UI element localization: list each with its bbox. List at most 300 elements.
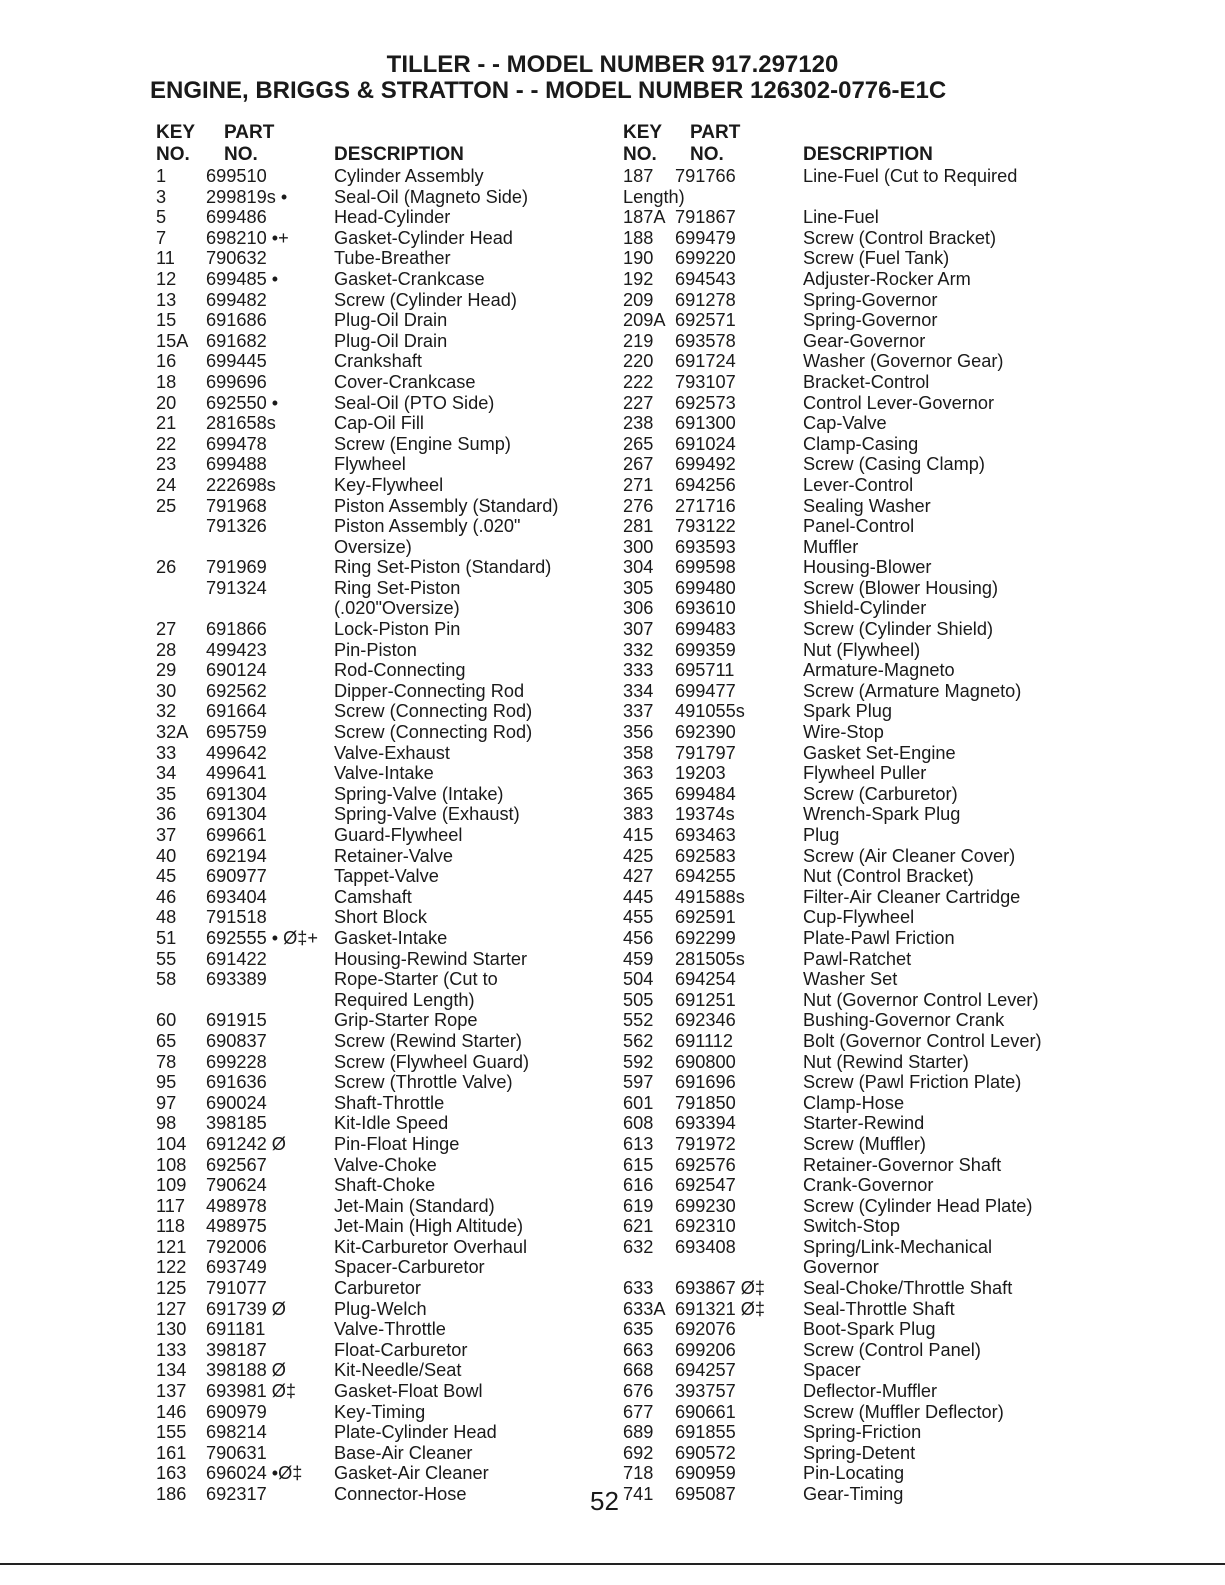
parts-row <box>152 413 592 434</box>
parts-row <box>620 454 1080 475</box>
part-description: Retainer-Valve <box>334 845 453 866</box>
parts-row <box>620 1155 1080 1176</box>
key-number: 267 <box>623 454 654 475</box>
parts-row <box>620 825 1080 846</box>
key-number: 55 <box>156 948 177 969</box>
key-number: 104 <box>156 1133 187 1154</box>
parts-row <box>152 763 592 784</box>
part-number: 694256 <box>675 474 736 495</box>
parts-row <box>620 784 1080 805</box>
key-number: 24 <box>156 474 177 495</box>
part-number: 791972 <box>675 1133 736 1154</box>
part-description: Valve-Intake <box>334 763 434 784</box>
key-number: 98 <box>156 1113 177 1134</box>
key-number: 13 <box>156 289 177 310</box>
key-number: 300 <box>623 536 654 557</box>
parts-row <box>620 1443 1080 1464</box>
key-number: 597 <box>623 1072 654 1093</box>
part-description: Control Lever-Governor <box>803 392 995 413</box>
part-header-line2: NO. <box>224 144 258 165</box>
key-number: 265 <box>623 433 654 454</box>
part-number: 699488 <box>206 454 267 475</box>
part-number: 699485 • <box>206 268 279 289</box>
part-number: 691251 <box>675 989 736 1010</box>
part-description: Gasket-Air Cleaner <box>334 1463 489 1484</box>
key-number: 134 <box>156 1360 187 1381</box>
part-number: 692583 <box>675 845 736 866</box>
part-description: Valve-Exhaust <box>334 742 450 763</box>
part-description: Governor <box>803 1257 879 1278</box>
part-description: Gasket-Cylinder Head <box>334 227 513 248</box>
part-description: Plate-Pawl Friction <box>803 927 955 948</box>
parts-row <box>152 1443 592 1464</box>
part-description: Float-Carburetor <box>334 1339 468 1360</box>
parts-row <box>620 537 1080 558</box>
key-number: 689 <box>623 1422 654 1443</box>
parts-row <box>620 351 1080 372</box>
key-header-line1: KEY <box>623 122 663 143</box>
key-number: 307 <box>623 619 654 640</box>
key-number: 220 <box>623 351 654 372</box>
parts-row <box>152 701 592 722</box>
part-description: Plug-Welch <box>334 1298 427 1319</box>
parts-row <box>620 1134 1080 1155</box>
parts-row <box>620 1422 1080 1443</box>
key-number: 209 <box>623 289 654 310</box>
part-description: Nut (Governor Control Lever) <box>803 989 1039 1010</box>
part-description: Adjuster-Rocker Arm <box>803 268 971 289</box>
parts-row <box>620 1237 1080 1258</box>
key-number: 668 <box>623 1360 654 1381</box>
part-description: (.020"Oversize) <box>334 598 460 619</box>
part-description: Flywheel <box>334 454 406 475</box>
key-number: 65 <box>156 1030 177 1051</box>
part-description: Spacer <box>803 1360 861 1381</box>
part-description: Retainer-Governor Shaft <box>803 1154 1002 1175</box>
part-number: 498978 <box>206 1195 267 1216</box>
part-description: Screw (Cylinder Head) <box>334 289 517 310</box>
key-number: 363 <box>623 763 654 784</box>
key-header-line2: NO. <box>156 144 190 165</box>
key-number: 5 <box>156 207 167 228</box>
part-description: Lock-Piston Pin <box>334 619 461 640</box>
parts-row <box>620 722 1080 743</box>
parts-row <box>620 207 1080 228</box>
parts-row <box>620 1381 1080 1402</box>
part-number: 698210 •+ <box>206 227 289 248</box>
part-description: Nut (Flywheel) <box>803 639 921 660</box>
parts-row <box>620 1072 1080 1093</box>
part-number: 690837 <box>206 1030 267 1051</box>
key-number: 35 <box>156 783 177 804</box>
part-number: 699486 <box>206 207 267 228</box>
key-number: 26 <box>156 557 177 578</box>
key-number: 621 <box>623 1216 654 1237</box>
parts-row <box>620 1113 1080 1134</box>
parts-row <box>152 537 592 558</box>
part-number: 698214 <box>206 1422 267 1443</box>
part-description: Housing-Rewind Starter <box>334 948 528 969</box>
key-number: 632 <box>623 1236 654 1257</box>
parts-row <box>620 763 1080 784</box>
part-description: Wrench-Spark Plug <box>803 804 961 825</box>
part-description: Pin-Locating <box>803 1463 905 1484</box>
part-number: 699230 <box>675 1195 736 1216</box>
key-number: 37 <box>156 825 177 845</box>
page-number: 52 <box>590 1486 619 1516</box>
part-number: 691636 <box>206 1072 267 1093</box>
part-number: 693593 <box>675 536 736 557</box>
key-number: 36 <box>156 804 177 825</box>
part-number: 793122 <box>675 516 736 537</box>
parts-row <box>620 1093 1080 1114</box>
part-description: Screw (Fuel Tank) <box>803 248 950 269</box>
parts-row <box>152 1216 592 1237</box>
key-number: 305 <box>623 577 654 598</box>
key-number: 28 <box>156 639 177 660</box>
part-description: Screw (Muffler) <box>803 1133 926 1154</box>
parts-row <box>620 248 1080 269</box>
part-number: 691915 <box>206 1010 267 1031</box>
key-number: 718 <box>623 1463 654 1484</box>
key-number: 108 <box>156 1154 187 1175</box>
parts-row <box>152 187 592 208</box>
part-description: Clamp-Casing <box>803 433 919 454</box>
part-number: 281505s <box>675 948 745 969</box>
part-number: 691278 <box>675 289 736 310</box>
parts-row <box>620 1196 1080 1217</box>
parts-row <box>152 475 592 496</box>
part-number: 498975 <box>206 1216 267 1237</box>
part-number: 690024 <box>206 1092 267 1113</box>
part-number: 691739 Ø <box>206 1298 286 1319</box>
part-description: Pawl-Ratchet <box>803 948 912 969</box>
part-description: Grip-Starter Rope <box>334 1010 478 1031</box>
part-number: 791968 <box>206 495 267 516</box>
parts-row <box>620 1463 1080 1484</box>
key-number: 187A <box>623 207 666 228</box>
parts-row <box>152 784 592 805</box>
part-description: Cup-Flywheel <box>803 907 915 928</box>
key-number: 459 <box>623 948 654 969</box>
key-number: 48 <box>156 907 177 928</box>
part-description: Cap-Oil Fill <box>334 413 424 434</box>
key-number: 30 <box>156 680 177 701</box>
part-description: Spring/Link-Mechanical <box>803 1236 993 1257</box>
parts-row <box>152 949 592 970</box>
key-number: 505 <box>623 989 654 1010</box>
part-description: Shaft-Throttle <box>334 1092 445 1113</box>
part-description: Shaft-Choke <box>334 1175 436 1196</box>
part-description: Oversize) <box>334 536 412 557</box>
part-number: 692390 <box>675 722 736 743</box>
part-number: 791518 <box>206 907 267 928</box>
key-number: 40 <box>156 845 177 866</box>
part-number: 699480 <box>675 577 736 598</box>
parts-row <box>152 619 592 640</box>
parts-row <box>152 1340 592 1361</box>
key-number: 23 <box>156 454 177 475</box>
part-number: 692547 <box>675 1175 736 1196</box>
key-number: 238 <box>623 413 654 434</box>
parts-row <box>620 496 1080 517</box>
part-number: 693404 <box>206 886 267 907</box>
parts-row <box>620 1257 1080 1278</box>
key-number: 27 <box>156 619 177 640</box>
part-description: Key-Timing <box>334 1401 426 1422</box>
part-description: Spacer-Carburetor <box>334 1257 485 1278</box>
part-description: Housing-Blower <box>803 557 932 578</box>
part-description: Filter-Air Cleaner Cartridge <box>803 886 1021 907</box>
key-number: 25 <box>156 495 177 516</box>
part-number: 693463 <box>675 825 736 845</box>
key-number: 619 <box>623 1195 654 1216</box>
parts-row <box>620 866 1080 887</box>
key-number: 20 <box>156 392 177 413</box>
parts-row <box>152 496 592 517</box>
parts-row <box>152 557 592 578</box>
part-number: 693578 <box>675 330 736 351</box>
part-description: Bolt (Governor Control Lever) <box>803 1030 1042 1051</box>
key-number: 16 <box>156 351 177 372</box>
key-number: 121 <box>156 1236 187 1257</box>
parts-row <box>152 1113 592 1134</box>
part-number: 693610 <box>675 598 736 619</box>
part-description: Key-Flywheel <box>334 474 444 495</box>
part-number: 693867 Ø‡ <box>675 1278 766 1299</box>
part-description: Base-Air Cleaner <box>334 1442 473 1463</box>
key-number: 122 <box>156 1257 187 1278</box>
part-number: 694254 <box>675 969 736 990</box>
key-number: 356 <box>623 722 654 743</box>
part-description: Kit-Carburetor Overhaul <box>334 1236 528 1257</box>
part-description: Washer Set <box>803 969 898 990</box>
key-number: 155 <box>156 1422 187 1443</box>
key-number: 209A <box>623 310 666 331</box>
part-number: 694255 <box>675 866 736 887</box>
part-number: 699477 <box>675 680 736 701</box>
part-description: Crankshaft <box>334 351 422 372</box>
part-description: Armature-Magneto <box>803 660 955 681</box>
part-number: 691300 <box>675 413 736 434</box>
part-description: Seal-Oil (Magneto Side) <box>334 186 529 207</box>
part-number: 691866 <box>206 619 267 640</box>
part-description: Lever-Control <box>803 474 914 495</box>
parts-row <box>152 1010 592 1031</box>
part-number: 19203 <box>675 763 726 784</box>
parts-row <box>152 907 592 928</box>
parts-row <box>620 1299 1080 1320</box>
part-description: Plug-Oil Drain <box>334 330 448 351</box>
part-number: 499641 <box>206 763 267 784</box>
parts-row <box>620 1360 1080 1381</box>
key-number: 1 <box>156 166 167 186</box>
key-number: 15A <box>156 330 189 351</box>
key-number: 109 <box>156 1175 187 1196</box>
key-number: 445 <box>623 886 654 907</box>
parts-row <box>152 681 592 702</box>
parts-row <box>620 290 1080 311</box>
parts-row <box>152 1360 592 1381</box>
part-description: Clamp-Hose <box>803 1092 905 1113</box>
parts-row <box>152 1052 592 1073</box>
part-number: 691855 <box>675 1422 736 1443</box>
parts-row <box>152 1155 592 1176</box>
parts-row <box>620 949 1080 970</box>
part-number: 699478 <box>206 433 267 454</box>
parts-row <box>620 413 1080 434</box>
parts-row <box>620 166 1080 187</box>
part-description: Screw (Cylinder Shield) <box>803 619 994 640</box>
parts-row <box>152 640 592 661</box>
part-description: Screw (Pawl Friction Plate) <box>803 1072 1022 1093</box>
key-number: 18 <box>156 371 177 392</box>
part-number: 691112 <box>675 1030 733 1051</box>
part-number: 693749 <box>206 1257 267 1278</box>
part-description: Cover-Crankcase <box>334 371 476 392</box>
part-number: 790624 <box>206 1175 267 1196</box>
part-description: Required Length) <box>334 989 475 1010</box>
part-number: 398187 <box>206 1339 267 1360</box>
parts-rows-left <box>152 166 592 1505</box>
parts-row <box>620 310 1080 331</box>
part-number: 692562 <box>206 680 267 701</box>
key-number: 552 <box>623 1010 654 1031</box>
part-description: Camshaft <box>334 886 412 907</box>
parts-row <box>620 475 1080 496</box>
key-number: 45 <box>156 866 177 887</box>
part-number: 695087 <box>675 1484 736 1504</box>
part-description: Wire-Stop <box>803 722 884 743</box>
part-description: Plate-Cylinder Head <box>334 1422 497 1443</box>
key-number: 333 <box>623 660 654 681</box>
part-description: Screw (Carburetor) <box>803 783 958 804</box>
part-number: 699220 <box>675 248 736 269</box>
part-number: 699661 <box>206 825 267 845</box>
part-description: Starter-Rewind <box>803 1113 925 1134</box>
key-number: 227 <box>623 392 654 413</box>
key-number: 117 <box>156 1195 185 1216</box>
part-description: Sealing Washer <box>803 495 931 516</box>
parts-row <box>152 1381 592 1402</box>
parts-row <box>152 660 592 681</box>
key-number: 281 <box>623 516 654 537</box>
parts-row <box>620 1319 1080 1340</box>
key-number: 127 <box>156 1298 187 1319</box>
part-description: Screw (Control Panel) <box>803 1339 981 1360</box>
parts-row <box>152 166 592 187</box>
part-description: Seal-Throttle Shaft <box>803 1298 955 1319</box>
key-number: 32 <box>156 701 177 722</box>
parts-row <box>152 1031 592 1052</box>
key-number: 146 <box>156 1401 187 1422</box>
part-description: Pin-Piston <box>334 639 417 660</box>
parts-row <box>152 1484 592 1505</box>
part-number: 693408 <box>675 1236 736 1257</box>
part-description: Gasket-Intake <box>334 927 448 948</box>
part-number: 699479 <box>675 227 736 248</box>
part-number: 691696 <box>675 1072 736 1093</box>
key-number: 190 <box>623 248 654 269</box>
part-description: Nut (Rewind Starter) <box>803 1051 969 1072</box>
parts-row <box>152 1299 592 1320</box>
part-number: 491055s <box>675 701 745 722</box>
part-description: Screw (Flywheel Guard) <box>334 1051 530 1072</box>
part-number: 699510 <box>206 166 267 186</box>
key-number: 334 <box>623 680 654 701</box>
key-number: 456 <box>623 927 654 948</box>
part-number: 693394 <box>675 1113 736 1134</box>
part-number: 691682 <box>206 330 267 351</box>
parts-row <box>620 887 1080 908</box>
parts-row <box>620 1402 1080 1423</box>
key-number: 692 <box>623 1442 654 1463</box>
part-number: 699492 <box>675 454 736 475</box>
parts-row <box>152 1278 592 1299</box>
part-number: 271716 <box>675 495 736 516</box>
part-description: Pin-Float Hinge <box>334 1133 460 1154</box>
part-description: Cap-Valve <box>803 413 887 434</box>
part-number: 694257 <box>675 1360 736 1381</box>
key-number: 161 <box>156 1442 187 1463</box>
parts-row <box>620 846 1080 867</box>
part-description: Boot-Spark Plug <box>803 1319 936 1340</box>
parts-row <box>152 578 592 599</box>
part-number: 690959 <box>675 1463 736 1484</box>
part-description: Ring Set-Piston <box>334 577 461 598</box>
part-number: 690800 <box>675 1051 736 1072</box>
part-number: 690979 <box>206 1401 267 1422</box>
parts-row <box>152 310 592 331</box>
parts-row <box>152 1422 592 1443</box>
part-number: 699696 <box>206 371 267 392</box>
key-number: 676 <box>623 1381 654 1402</box>
key-number: 562 <box>623 1030 654 1051</box>
part-number: 791867 <box>675 207 736 228</box>
parts-row <box>620 557 1080 578</box>
part-description: Deflector-Muffler <box>803 1381 938 1402</box>
key-number: 192 <box>623 268 654 289</box>
key-number: 15 <box>156 310 177 331</box>
part-description: Line-Fuel (Cut to Required <box>803 166 1018 186</box>
parts-row <box>620 640 1080 661</box>
parts-row <box>620 1010 1080 1031</box>
key-number: 222 <box>623 371 654 392</box>
key-number: 306 <box>623 598 654 619</box>
parts-row <box>620 743 1080 764</box>
parts-row <box>152 887 592 908</box>
part-number: 695711 <box>675 660 735 681</box>
key-number: 32A <box>156 722 189 743</box>
parts-row <box>152 990 592 1011</box>
parts-row <box>152 1134 592 1155</box>
parts-row <box>152 434 592 455</box>
part-description: Line-Fuel <box>803 207 879 228</box>
parts-row <box>152 393 592 414</box>
parts-row <box>620 228 1080 249</box>
parts-row <box>152 804 592 825</box>
part-number: 691024 <box>675 433 736 454</box>
parts-row <box>620 1031 1080 1052</box>
part-description: Connector-Hose <box>334 1484 467 1504</box>
part-description: Screw (Connecting Rod) <box>334 701 533 722</box>
part-number: 692576 <box>675 1154 736 1175</box>
parts-row <box>620 1340 1080 1361</box>
parts-row <box>152 351 592 372</box>
key-number: 337 <box>623 701 654 722</box>
part-header-line1: PART <box>224 122 275 143</box>
part-description: Gasket Set-Engine <box>803 742 956 763</box>
